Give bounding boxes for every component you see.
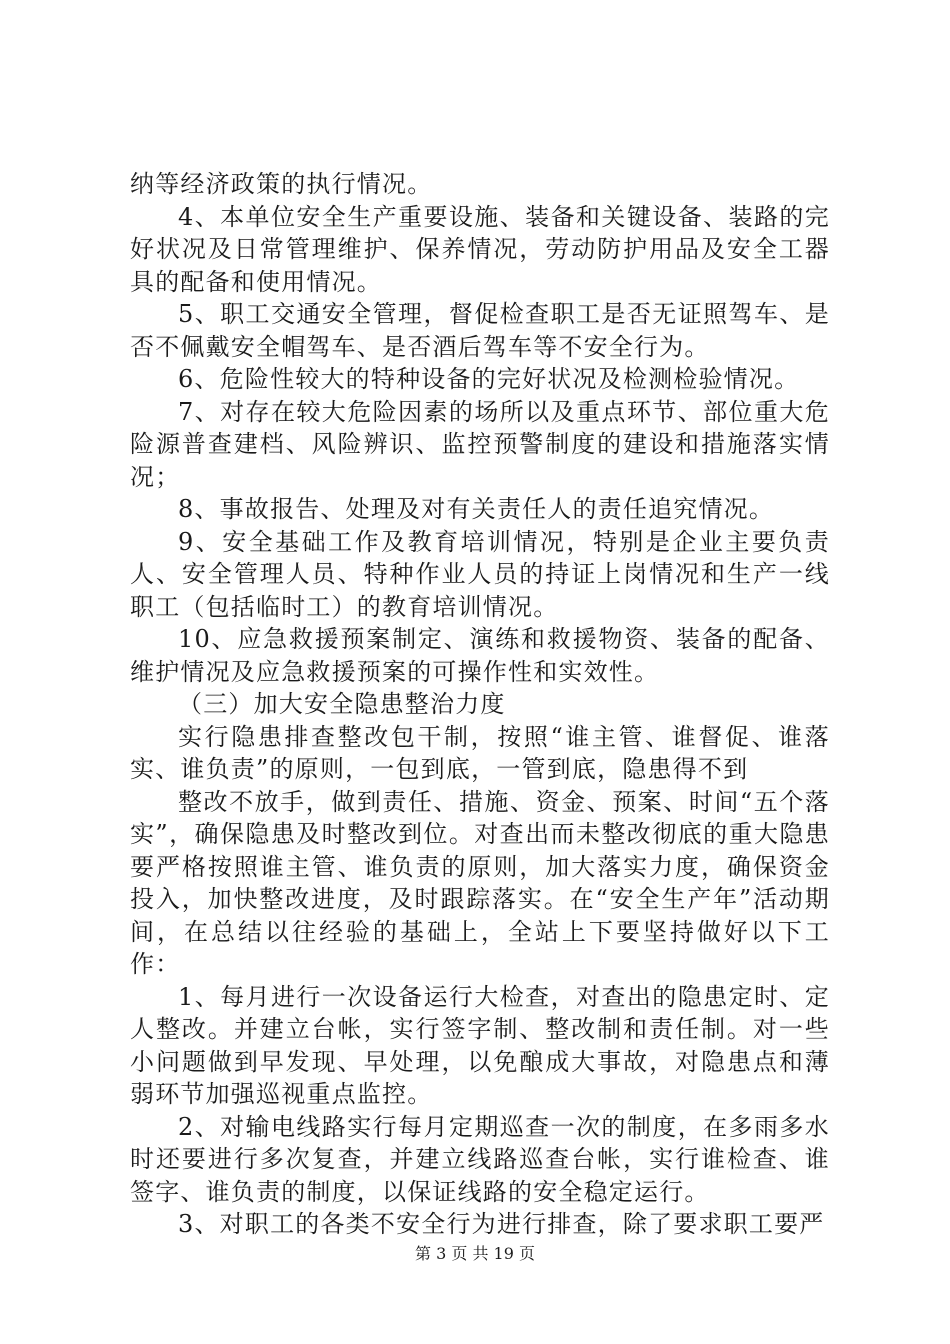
paragraph: 纳等经济政策的执行情况。 (130, 170, 433, 198)
paragraph: 4、本单位安全生产重要设施、装备和关键设备、装路的完好状况及日常管理维护、保养情况，劳动防护用品及安全工器具的配备和使用情况。 (130, 202, 830, 296)
document-body (130, 168, 830, 1241)
paragraph: 5、职工交通安全管理，督促检查职工是否无证照驾车、是否不佩戴安全帽驾车、是否酒后驾车等不安全行为。 (130, 300, 830, 361)
page-footer (0, 1241, 950, 1264)
page-number: 第 3 页 共 19 页 (415, 1244, 535, 1263)
paragraph: 3、对职工的各类不安全行为进行排查，除了要求职工要严 (178, 1210, 825, 1238)
paragraph: 2、对输电线路实行每月定期巡查一次的制度，在多雨多水时还要进行多次复查，并建立线路巡查台帐，实行谁检查、谁签字、谁负责的制度，以保证线路的安全稳定运行。 (130, 1112, 830, 1206)
section-heading: （三）加大安全隐患整治力度 (178, 690, 506, 718)
paragraph: 8、事故报告、处理及对有关责任人的责任追究情况。 (178, 495, 775, 523)
paragraph: 7、对存在较大危险因素的场所以及重点环节、部位重大危险源普查建档、风险辨识、监控预警制度的建设和措施落实情况； (130, 397, 830, 491)
paragraph: 9、安全基础工作及教育培训情况，特别是企业主要负责人、安全管理人员、特种作业人员的持证上岗情况和生产一线职工（包括临时工）的教育培训情况。 (130, 527, 830, 621)
paragraph: 实行隐患排查整改包干制，按照“谁主管、谁督促、谁落实、谁负责”的原则，一包到底，一管到底，隐患得不到 (130, 722, 830, 783)
paragraph: 10、应急救援预案制定、演练和救援物资、装备的配备、维护情况及应急救援预案的可操作性和实效性。 (130, 625, 830, 686)
paragraph: 1、每月进行一次设备运行大检查，对查出的隐患定时、定人整改。并建立台帐，实行签字制、整改制和责任制。对一些小问题做到早发现、早处理，以免酿成大事故，对隐患点和薄弱环节加强巡视重点监控。 (130, 982, 830, 1108)
paragraph: 整改不放手，做到责任、措施、资金、预案、时间“五个落实”，确保隐患及时整改到位。对查出而未整改彻底的重大隐患要严格按照谁主管、谁负责的原则，加大落实力度，确保资金投入，加快整改进度，及时跟踪落实。在“安全生产年”活动期间，在总结以往经验的基础上，全站上下要坚持做好以下工作： (130, 787, 830, 978)
paragraph: 6、危险性较大的特种设备的完好状况及检测检验情况。 (178, 365, 800, 393)
